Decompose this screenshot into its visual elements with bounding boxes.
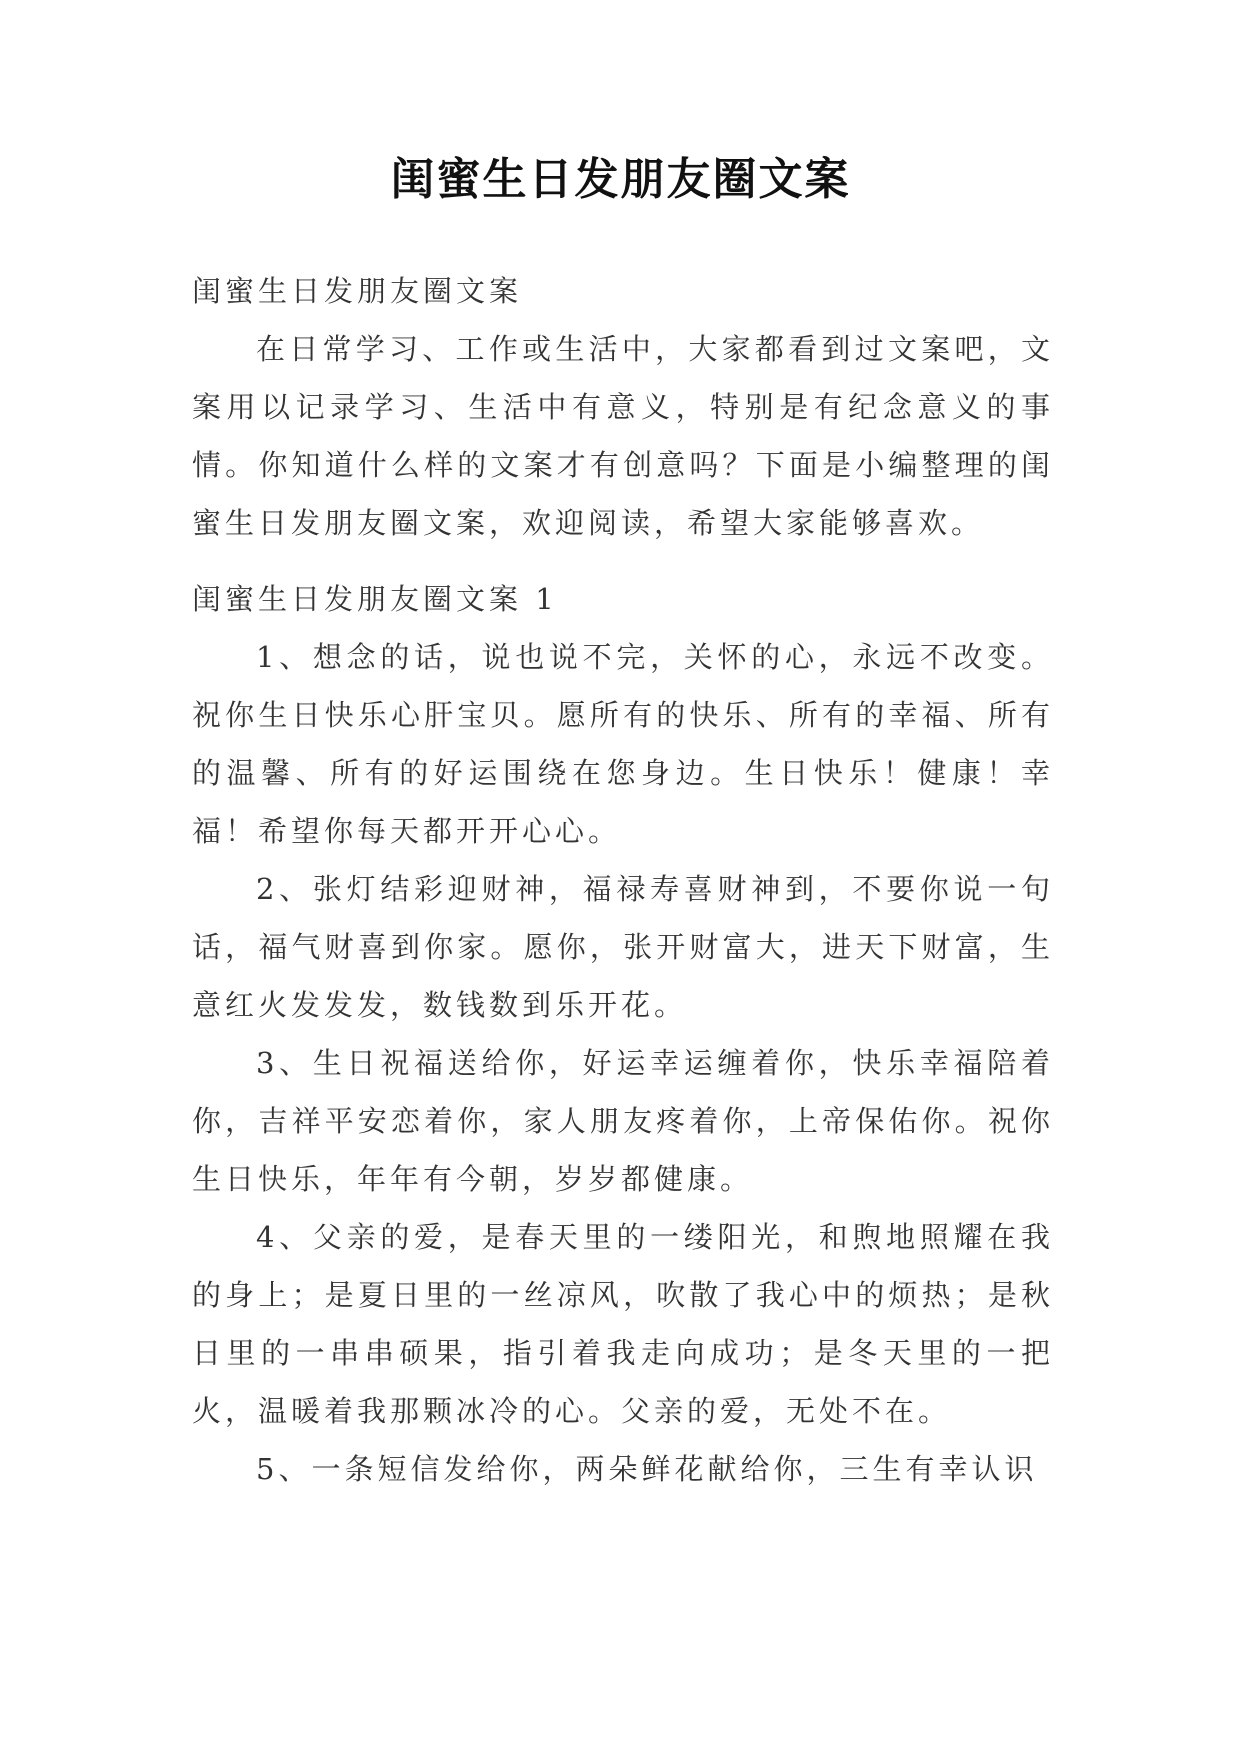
list-item: 4、父亲的爱，是春天里的一缕阳光，和煦地照耀在我的身上；是夏日里的一丝凉风，吹散了我心中的烦热；是秋日里的一串串硕果，指引着我走向成功；是冬天里的一把火，温暖着我那颗冰冷的心。父亲的爱，无处不在。 [192, 1220, 1054, 1428]
intro-paragraph: 在日常学习、工作或生活中，大家都看到过文案吧，文案用以记录学习、生活中有意义，特别是有纪念意义的事情。你知道什么样的文案才有创意吗？下面是小编整理的闺蜜生日发朋友圈文案，欢迎阅读，希望大家能够喜欢。 [192, 332, 1054, 540]
section-heading: 闺蜜生日发朋友圈文案 1 [192, 582, 558, 616]
list-item: 2、张灯结彩迎财神，福禄寿喜财神到，不要你说一句话，福气财喜到你家。愿你，张开财富大，进天下财富，生意红火发发发，数钱数到乐开花。 [192, 872, 1054, 1022]
list-item: 3、生日祝福送给你，好运幸运缠着你，快乐幸福陪着你，吉祥平安恋着你，家人朋友疼着你，上帝保佑你。祝你生日快乐，年年有今朝，岁岁都健康。 [192, 1046, 1054, 1196]
section-block [192, 570, 1054, 1498]
subheading: 闺蜜生日发朋友圈文案 [192, 274, 523, 308]
page-title: 闺蜜生日发朋友圈文案 [390, 154, 851, 205]
list-item: 5、一条短信发给你，两朵鲜花献给你，三生有幸认识 [256, 1452, 1038, 1486]
intro-block [192, 262, 1054, 552]
list-item: 1、想念的话，说也说不完，关怀的心，永远不改变。祝你生日快乐心肝宝贝。愿所有的快乐、所有的幸福、所有的温馨、所有的好运围绕在您身边。生日快乐！健康！幸福！希望你每天都开开心心。 [192, 640, 1054, 848]
